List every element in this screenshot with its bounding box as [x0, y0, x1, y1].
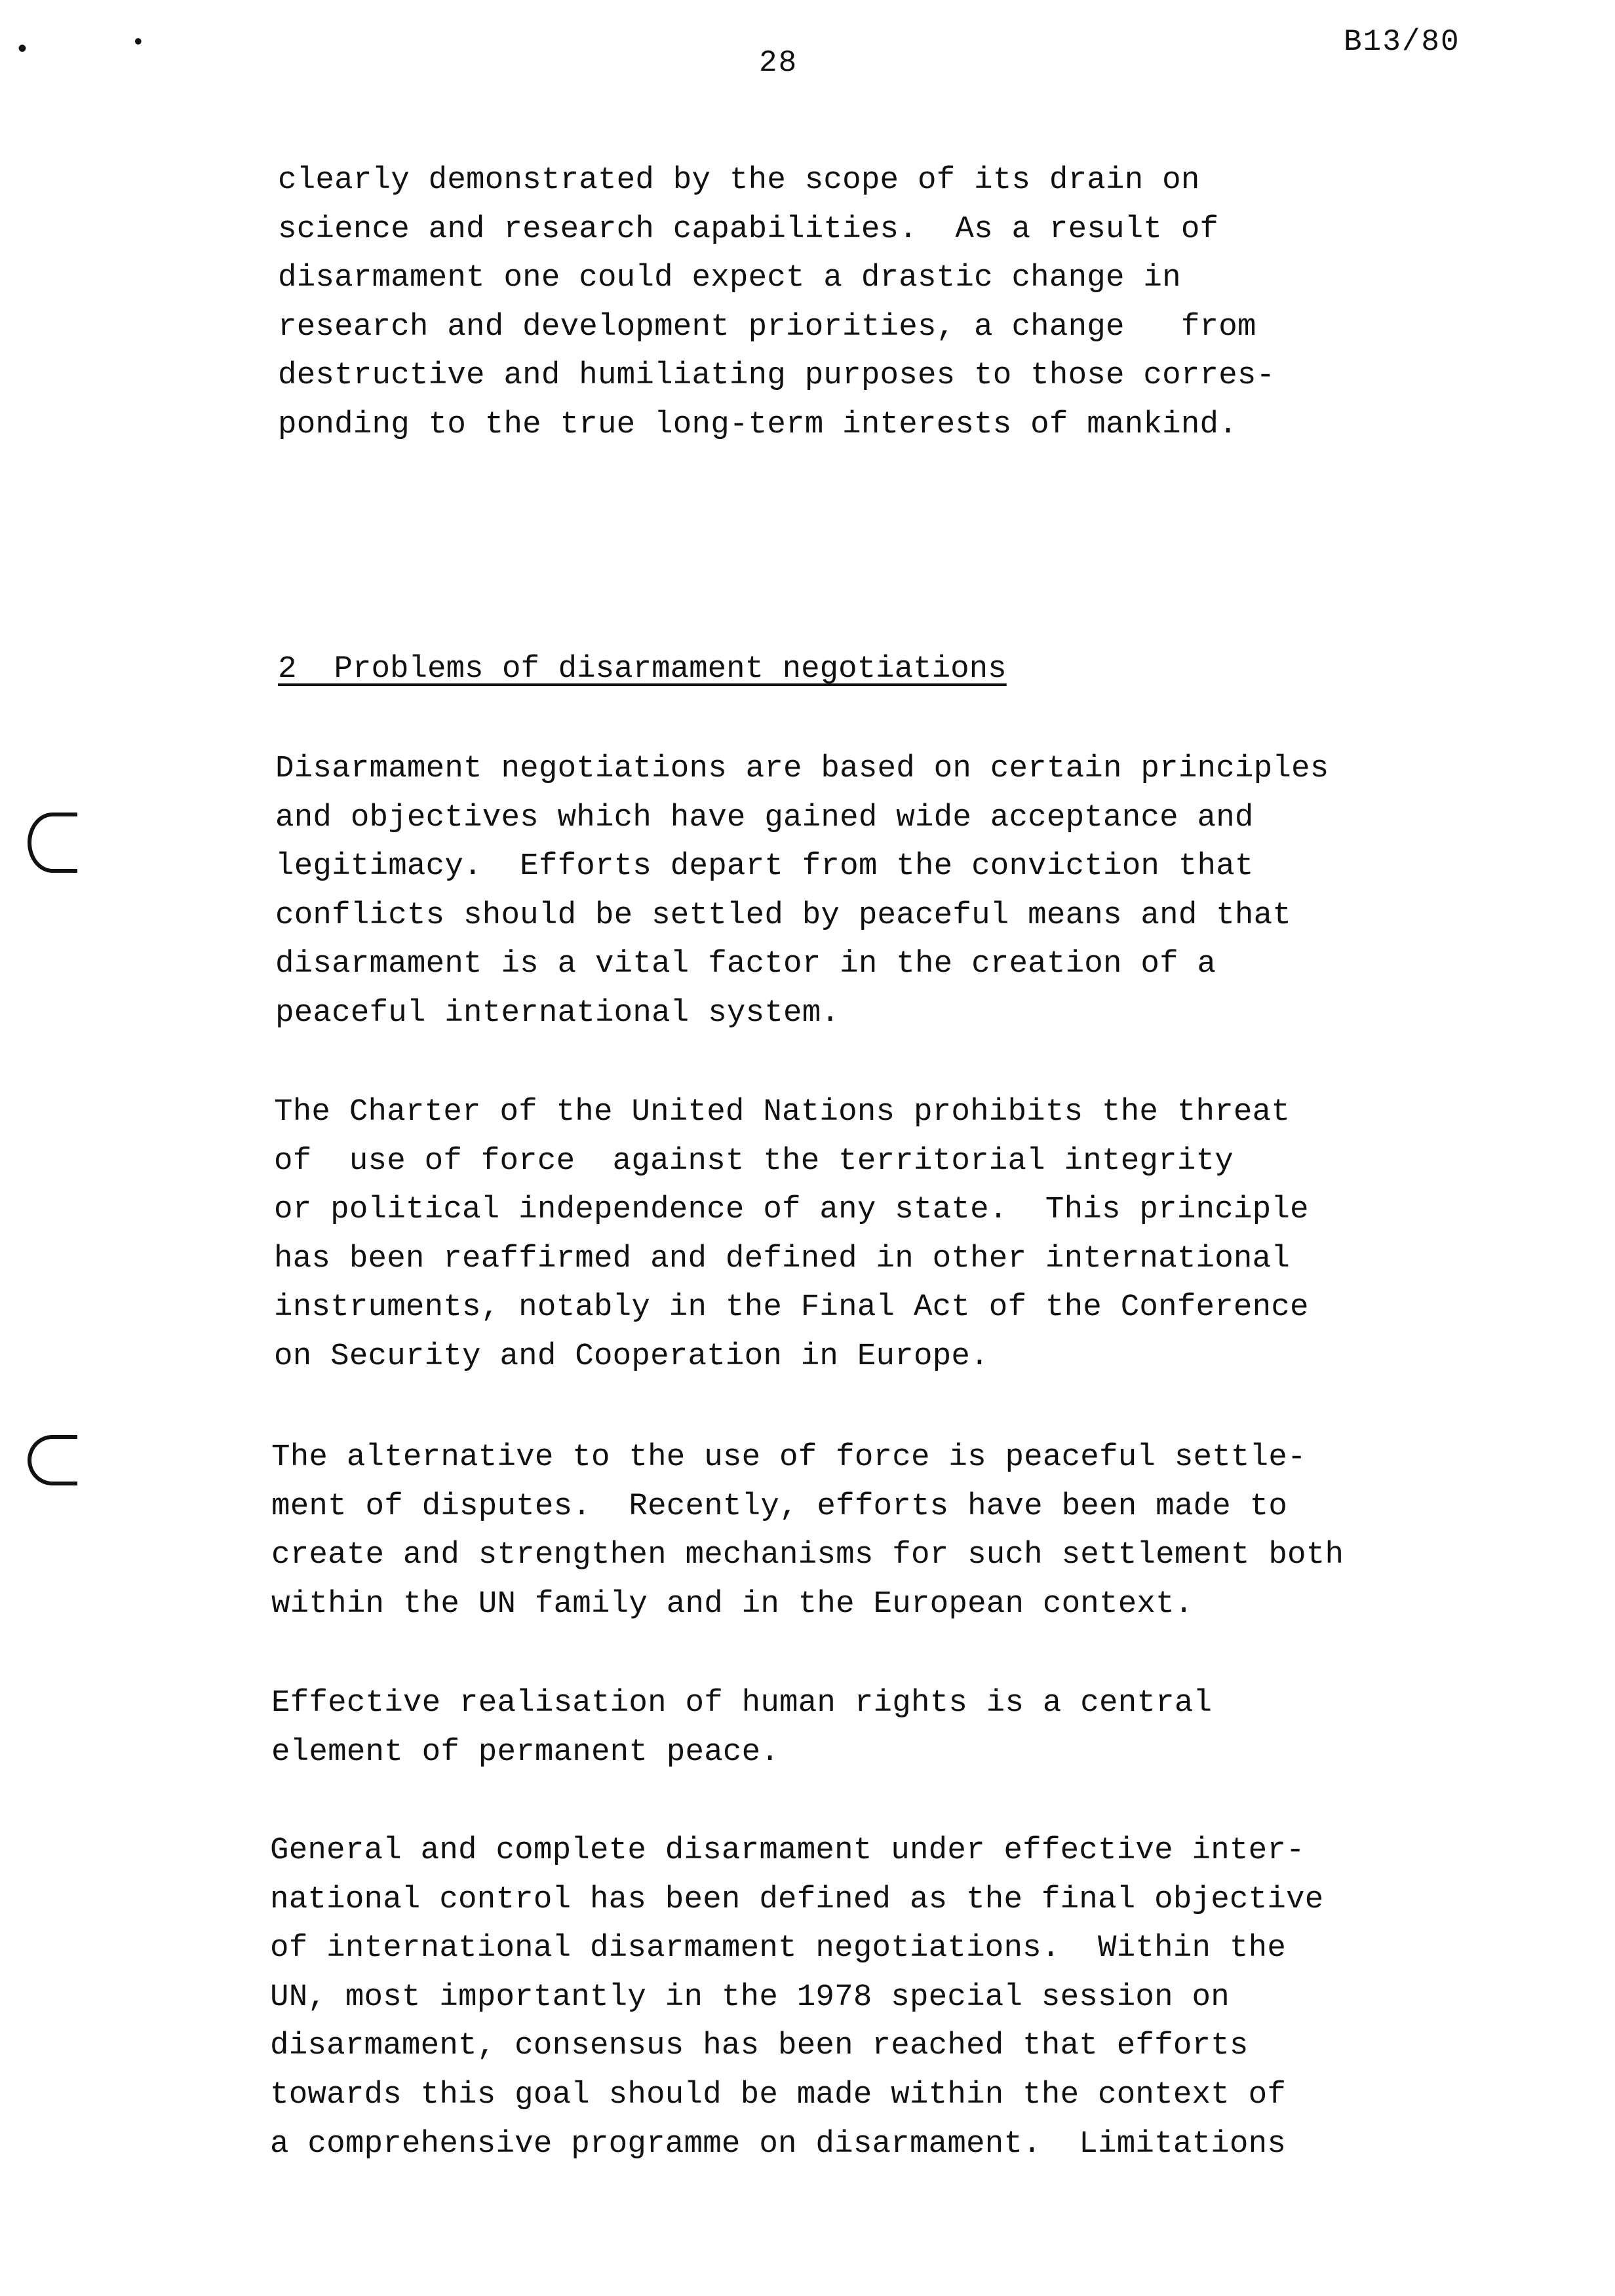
margin-bracket-mark [28, 1435, 77, 1485]
section-heading: 2 Problems of disarmament negotiations [278, 651, 1007, 687]
margin-bullet-mark: • [131, 29, 146, 56]
paragraph-principles: Disarmament negotiations are based on certain principles and objectives which have gained wide acceptance and legitimacy. Efforts depart from the conviction that conflicts should be settled by peaceful means and that disarmament is a vital factor in the creation of a peaceful international system. [275, 751, 1329, 1031]
margin-bracket-mark [28, 813, 77, 873]
paragraph-peaceful-settlement: The alternative to the use of force is peaceful settle- ment of disputes. Recently, efforts have been made to create and strengthen mechanisms for such settlement both within the UN family and in the European context. [271, 1440, 1344, 1622]
margin-dot-mark: • [14, 36, 31, 66]
paragraph-un-charter: The Charter of the United Nations prohibits the threat of use of force against the territorial integrity or political independence of any state. This principle has been reaffirmed and defined in other international instruments, notably in the Final Act of the Conference on Security and Cooperation in Europe. [274, 1094, 1309, 1374]
page-number: 28 [759, 46, 798, 80]
paragraph-continuation: clearly demonstrated by the scope of its drain on science and research capabilities. As a result of disarmament one could expect a drastic change in research and development priorities, a change from destructive and humiliating purposes to those corres- ponding to the true long-term interests of mankind. [278, 163, 1275, 442]
paragraph-human-rights: Effective realisation of human rights is a central element of permanent peace. [271, 1685, 1213, 1770]
paragraph-general-disarmament: General and complete disarmament under effective inter- national control has been defined as the final objective of international disarmament negotiations. Within the UN, most importantly in the 1978 special session on disarmament, consensus has been reached that efforts towards this goal should be made within the context of a comprehensive programme on disarmament. Limitations [270, 1833, 1324, 2162]
document-reference: B13/80 [1344, 25, 1460, 59]
